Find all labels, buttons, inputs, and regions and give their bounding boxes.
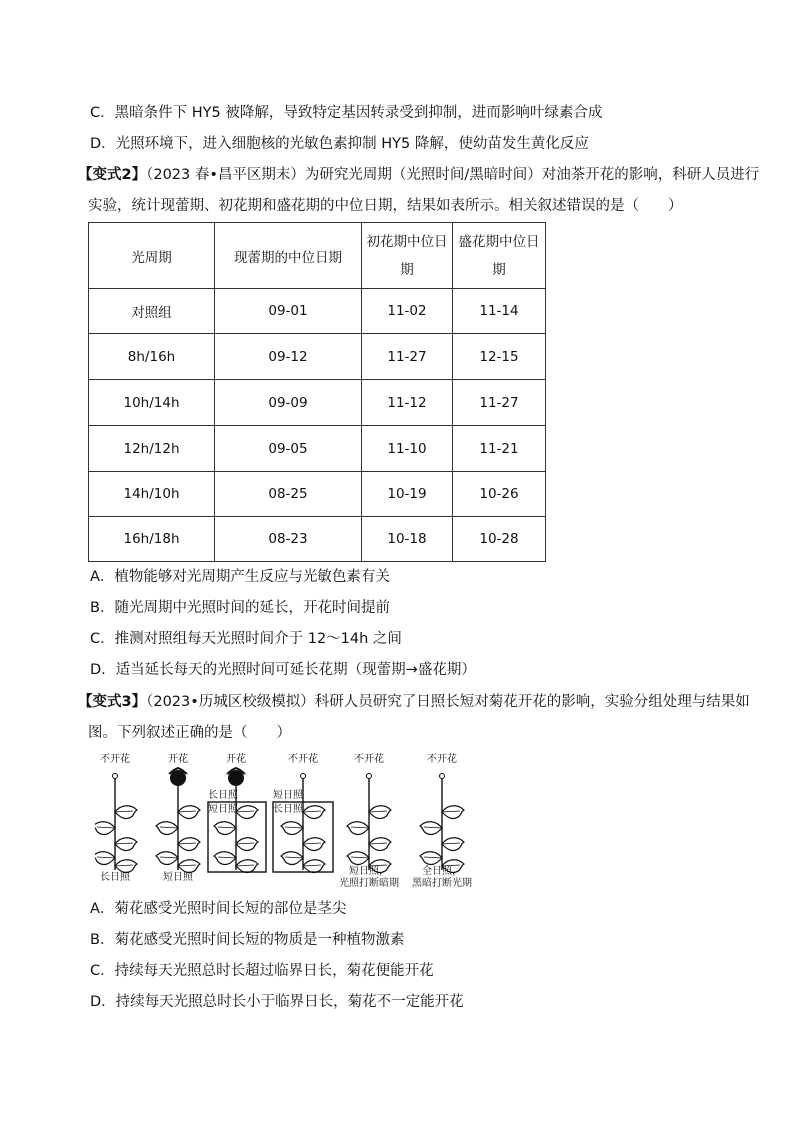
chrysanthemum-photoperiod-figure (95, 752, 485, 890)
q3-stem-line1 (78, 692, 750, 712)
table-cell: 12-15 (453, 334, 546, 380)
table-cell: 11-02 (362, 289, 453, 334)
table-row (89, 334, 546, 380)
q2-option-d: D．适当延长每天的光照时间可延长花期（现蕾期→盛花期） (90, 662, 476, 678)
q2-option-c: C．推测对照组每天光照时间介于 12～14h 之间 (90, 631, 402, 647)
plant6-top-label: 不开花 (427, 754, 457, 765)
table-cell: 14h/10h (89, 472, 215, 517)
table-cell: 08-25 (215, 472, 362, 517)
table-cell: 08-23 (215, 517, 362, 562)
table-row (89, 472, 546, 517)
plant6 (420, 774, 464, 873)
table-header-cell: 盛花期中位日期 (453, 223, 546, 289)
q2-option-a: A．植物能够对光周期产生反应与光敏色素有关 (90, 569, 390, 585)
plant5-top-label: 不开花 (354, 754, 384, 765)
table-cell: 10h/14h (89, 380, 215, 426)
table-cell: 10-28 (453, 517, 546, 562)
table-row (89, 517, 546, 562)
q2-tag: 【变式2】 (78, 167, 147, 183)
table-cell: 12h/12h (89, 426, 215, 472)
q3-tag: 【变式3】 (78, 694, 147, 710)
q3-option-b: B．菊花感受光照时间长短的物质是一种植物激素 (90, 932, 405, 948)
table-row (89, 426, 546, 472)
table-cell: 11-27 (362, 334, 453, 380)
q3-stem-text1: （2023•历城区校级模拟）科研人员研究了日照长短对菊花开花的影响，实验分组处理与结果如 (146, 694, 750, 710)
plant3-top-label: 开花 (226, 754, 246, 765)
table-header-cell: 初花期中位日期 (362, 223, 453, 289)
plant4-box-label: 长日照 (273, 804, 303, 815)
plant3-box-label: 短日照 (208, 804, 238, 815)
q1-option-d: D．光照环境下，进入细胞核的光敏色素抑制 HY5 降解，使幼苗发生黄化反应 (90, 136, 589, 152)
table-cell: 09-05 (215, 426, 362, 472)
q1-option-c: C．黑暗条件下 HY5 被降解，导致特定基因转录受到抑制，进而影响叶绿素合成 (90, 105, 603, 121)
photoperiod-table (88, 222, 546, 562)
table-cell: 10-26 (453, 472, 546, 517)
plant4-top-label: 不开花 (288, 754, 318, 765)
table-cell: 09-09 (215, 380, 362, 426)
q2-stem-line2: 实验，统计现蕾期、初花期和盛花期的中位日期，结果如表所示。相关叙述错误的是（ ） (88, 198, 683, 214)
table-cell: 09-01 (215, 289, 362, 334)
plant2-bottom-label: 短日照 (163, 872, 193, 883)
plant6-bottom-label-1: 全日照， (422, 866, 462, 877)
q2-stem-line1 (78, 165, 759, 185)
table-cell: 10-19 (362, 472, 453, 517)
plant4-upper-label: 短日照 (273, 790, 303, 801)
table-row (89, 380, 546, 426)
table-cell: 16h/18h (89, 517, 215, 562)
plant5-bottom-label-1: 短日照， (349, 866, 389, 877)
plant5 (347, 774, 391, 873)
plant1-bottom-label: 长日照 (100, 872, 130, 883)
plant1-top-label: 不开花 (100, 754, 130, 765)
q3-stem-line2: 图。下列叙述正确的是（ ） (88, 725, 291, 741)
table-cell: 11-21 (453, 426, 546, 472)
table-header-cell: 光周期 (89, 223, 215, 289)
table-row (89, 289, 546, 334)
table-header-cell: 现蕾期的中位日期 (215, 223, 362, 289)
plant1 (95, 774, 137, 873)
plant2 (156, 768, 200, 873)
q3-option-a: A．菊花感受光照时间长短的部位是茎尖 (90, 901, 347, 917)
table-cell: 11-12 (362, 380, 453, 426)
plant5-bottom-label-2: 光照打断暗期 (339, 878, 399, 889)
plant6-bottom-label-2: 黑暗打断光期 (412, 878, 472, 889)
table-cell: 10-18 (362, 517, 453, 562)
q2-stem-text1: （2023 春•昌平区期末）为研究光周期（光照时间/黑暗时间）对油茶开花的影响，科研人员进行 (146, 167, 760, 183)
q3-option-d: D．持续每天光照总时长小于临界日长，菊花不一定能开花 (90, 994, 464, 1010)
table-cell: 11-27 (453, 380, 546, 426)
plant3-upper-label: 长日照 (208, 790, 238, 801)
table-header-row (89, 223, 546, 289)
table-cell: 11-10 (362, 426, 453, 472)
plant3 (214, 768, 258, 873)
plant2-top-label: 开花 (168, 754, 188, 765)
plant4 (281, 774, 325, 873)
table-cell: 8h/16h (89, 334, 215, 380)
table-cell: 对照组 (89, 289, 215, 334)
table-cell: 11-14 (453, 289, 546, 334)
q2-option-b: B．随光周期中光照时间的延长，开花时间提前 (90, 600, 390, 616)
table-cell: 09-12 (215, 334, 362, 380)
q3-option-c: C．持续每天光照总时长超过临界日长，菊花便能开花 (90, 963, 434, 979)
